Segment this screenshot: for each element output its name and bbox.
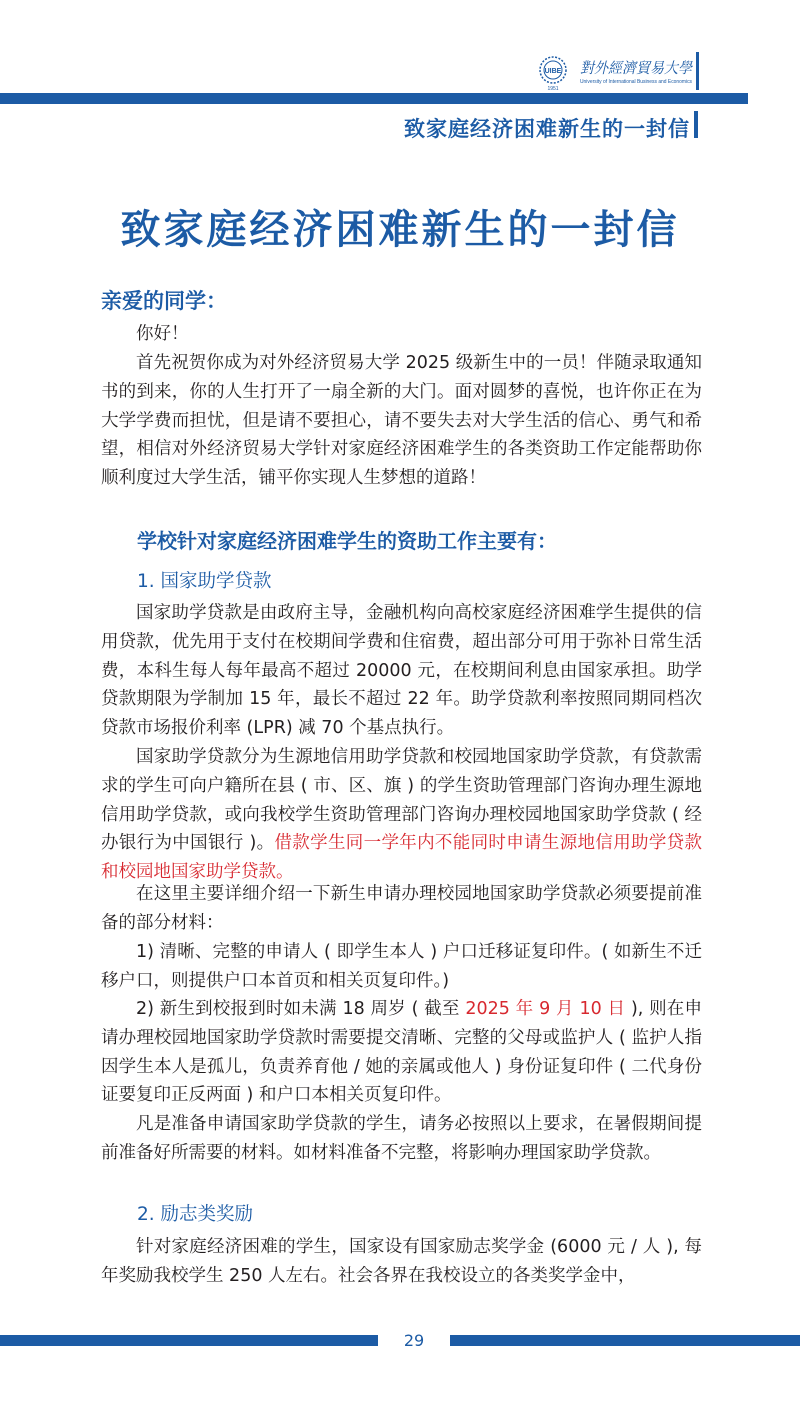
emblem-text: UIBE [544,68,562,75]
emblem-year: 1951 [547,86,559,92]
logo-calligraphy: 對外經濟貿易大學 [580,59,694,77]
uibe-emblem-icon [536,52,696,92]
loan-paragraph-4: 凡是准备申请国家助学贷款的学生，请务必按照以上要求，在暑假期间提前准备好所需要的材料。如材料准备不完整，将影响办理国家助学贷款。 [101,1114,702,1163]
loan-paragraph-2 [101,743,702,887]
scholarship-paragraph-1: 针对家庭经济困难的学生，国家设有国家励志奖学金 (6000 元 / 人 ), 每年奖励我校学生 250 人左右。社会各界在我校设立的各类奖学金中， [101,1237,702,1286]
loan-heading: 1. 国家助学贷款 [137,571,272,592]
loan-material-item-2 [101,995,702,1110]
header-accent-bar [696,52,699,90]
intro-paragraph: 首先祝贺你成为对外经济贸易大学 2025 级新生中的一员！伴随录取通知书的到来，你的人生打开了一扇全新的大门。面对圆梦的喜悦，也许你正在为大学学费而担忧，但是请不要担心，请不要失去对大学生活的信心、勇气和希望，相信对外经济贸易大学针对家庭经济困难学生的各类资助工作定能帮助你顺利度过大学生活，铺平你实现人生梦想的道路！ [101,353,702,489]
footer-rule-right [450,1335,800,1346]
item-2-text-start: 2) 新生到校报到时如未满 18 周岁 ( 截至 [136,999,466,1019]
page-title: 致家庭经济困难新生的一封信 [120,207,680,253]
header-rule [0,93,748,104]
running-header-bar [694,111,698,138]
scholarship-heading: 2. 励志类奖励 [137,1204,254,1225]
greeting: 你好！ [136,324,189,344]
university-logo [536,52,696,92]
section-heading: 学校针对家庭经济困难学生的资助工作主要有： [137,529,557,553]
running-header-title: 致家庭经济困难新生的一封信 [404,117,690,141]
loan-material-item-1: 1) 清晰、完整的申请人 ( 即学生本人 ) 户口迁移证复印件。( 如新生不迁移户口，则提供户口本首页和相关页复印件。) [101,942,702,991]
loan-paragraph-1: 国家助学贷款是由政府主导，金融机构向高校家庭经济困难学生提供的信用贷款，优先用于支付在校期间学费和住宿费，超出部分可用于弥补日常生活费，本科生每人每年最高不超过 20000 元，在校期间利息由国家承担。助学贷款期限为学制加 15 年，最长不超过 22 年。助学贷款利率按照同期同档次贷款市场报价利率 (LPR) 减 70 个基点执行。 [101,603,702,739]
logo-english-name: University of International Business and Economics [580,79,693,85]
salutation: 亲爱的同学： [101,289,227,313]
loan-paragraph-3: 在这里主要详细介绍一下新生申请办理校园地国家助学贷款必须要提前准备的部分材料： [101,884,702,933]
footer-rule-left [0,1335,378,1346]
loan-warning-text: 借款学生同一学年内不能同时申请生源地信用助学贷款和校园地国家助学贷款。 [101,833,702,883]
page-number: 29 [403,1331,425,1350]
loan-paragraph-2-text: 国家助学贷款分为生源地信用助学贷款和校园地国家助学贷款，有贷款需求的学生可向户籍所在县 ( 市、区、旗 ) 的学生资助管理部门咨询办理生源地信用助学贷款，或向我校学生资助管理部门咨询办理校园地国家助学贷款 ( 经办银行为中国银行 )。 [101,747,702,854]
deadline-date: 2025 年 9 月 10 日 [465,999,626,1019]
item-2-text-end: ), 则在申请办理校园地国家助学贷款时需要提交清晰、完整的父母或监护人 ( 监护人指因学生本人是孤儿，负责养育他 / 她的亲属或他人 ) 身份证复印件 ( 二代身份证要复印正反两面 ) 和户口本相关页复印件。 [101,999,702,1106]
